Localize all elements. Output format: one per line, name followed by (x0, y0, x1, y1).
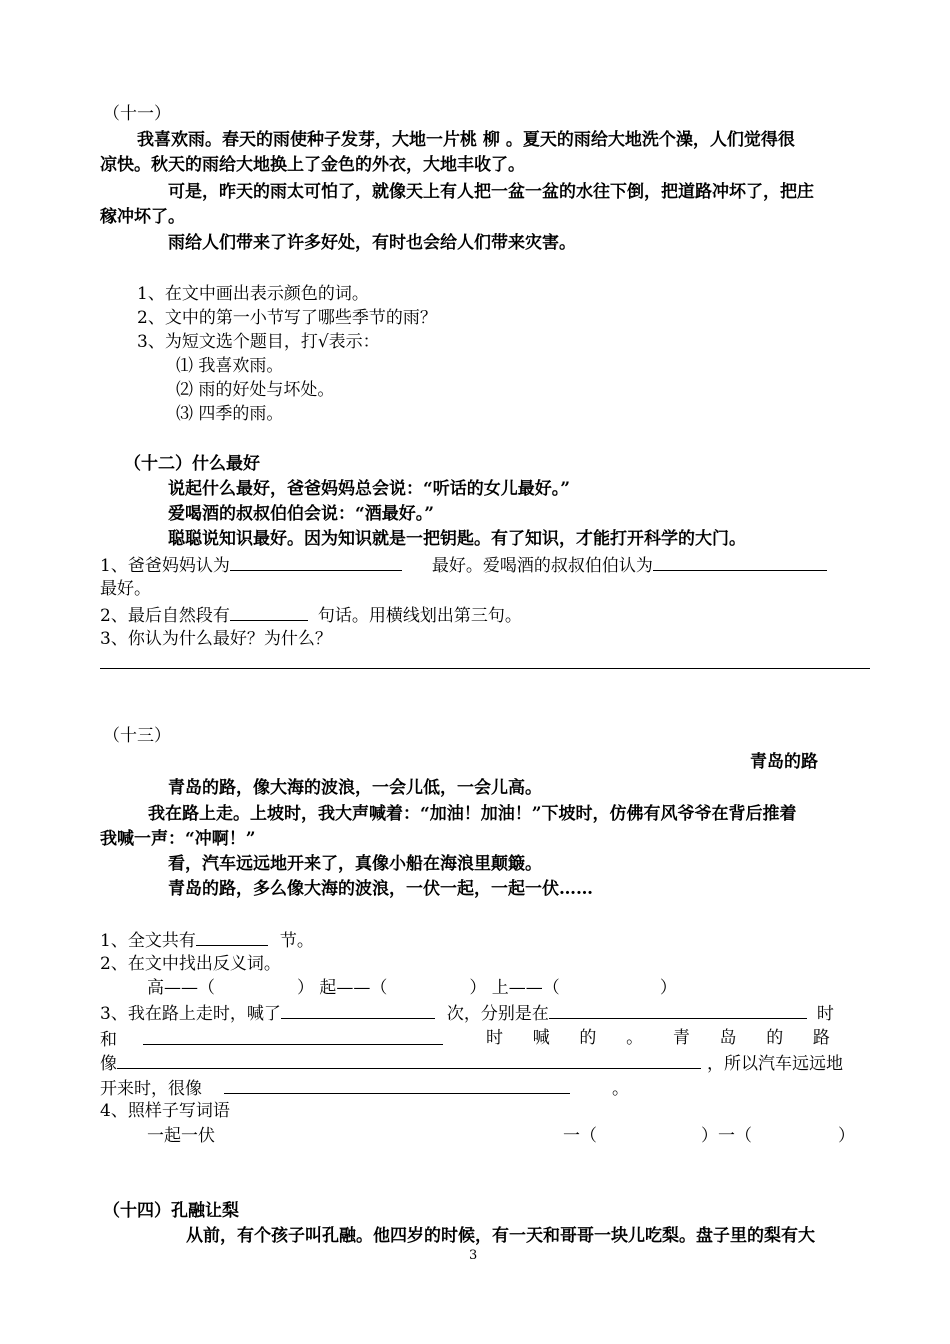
section-13-heading: （十三） (103, 726, 171, 746)
s11-paragraph-1a: 我喜欢雨。春天的雨使种子发芽，大地一片桃 柳 。夏天的雨给大地洗个澡，人们觉得很 (137, 130, 795, 150)
s13-q1-text-b: 节。 (279, 931, 314, 951)
fill-text-b: ）一（ (701, 1126, 752, 1146)
s13-q3-text-h: 开来时，很像 (100, 1079, 202, 1099)
s13-question-3-line-3 (100, 1050, 843, 1076)
s11-question-1: 1、在文中画出表示颜色的词。 (137, 284, 369, 304)
s13-q3-text-b: 次，分别是在 (446, 1004, 549, 1024)
s13-antonyms-line (147, 976, 677, 1000)
s14-paragraph-1: 从前，有个孩子叫孔融。他四岁的时候，有一天和哥哥一块儿吃梨。盘子里的梨有大 (186, 1226, 815, 1246)
char: 岛 (719, 1028, 737, 1048)
antonym-close: ） (659, 978, 677, 998)
s13-question-3-line-4 (100, 1075, 629, 1101)
antonym-high: 高——（ (147, 978, 215, 998)
s12-paragraph-1: 说起什么最好，爸爸妈妈总会说：“听话的女儿最好。” (168, 479, 571, 499)
s13-q3-blank-1[interactable] (281, 1000, 435, 1019)
s13-q3-blank-2[interactable] (549, 1000, 807, 1019)
s12-q1-text-a: 1、爸爸妈妈认为 (100, 556, 230, 576)
page-number: 3 (469, 1248, 478, 1263)
antonym-up: ） 上——（ (469, 978, 560, 998)
char: 时 (486, 1028, 503, 1048)
s13-q3-text-c: 时 (816, 1004, 834, 1024)
s13-example-word: 一起一伏 (147, 1126, 215, 1146)
s11-paragraph-1b: 凉快。秋天的雨给大地换上了金色的外衣，大地丰收了。 (100, 155, 525, 175)
s12-q1-text-b: 最好。爱喝酒的叔叔伯伯认为 (431, 556, 653, 576)
s13-question-3-line-2 (100, 1026, 830, 1052)
s11-option-1: ⑴ 我喜欢雨。 (176, 356, 284, 376)
s13-question-4: 4、照样子写词语 (100, 1101, 230, 1121)
s13-question-1-line (100, 927, 314, 953)
s13-q3-blank-4[interactable] (117, 1050, 701, 1069)
s13-paragraph-2a: 我在路上走。上坡时，我大声喊着：“加油！加油！”下坡时，仿佛有风爷爷在背后推着 (148, 804, 797, 824)
s13-q3-blank-5[interactable] (224, 1075, 570, 1094)
char: 路 (812, 1028, 830, 1048)
s11-paragraph-2a: 可是，昨天的雨太可怕了，就像天上有人把一盆一盆的水往下倒，把道路冲坏了，把庄 (168, 182, 814, 202)
answer-line[interactable] (100, 668, 870, 669)
char: 的 (766, 1028, 784, 1048)
fill-text-a: 一（ (563, 1126, 597, 1146)
char: 青 (672, 1028, 690, 1048)
s11-paragraph-3: 雨给人们带来了许多好处，有时也会给人们带来灾害。 (168, 233, 576, 253)
s13-q3-text-i: 。 (612, 1079, 629, 1099)
s13-question-2: 2、在文中找出反义词。 (100, 954, 281, 974)
s12-question-3: 3、你认为什么最好？为什么？ (100, 629, 332, 649)
s12-q2-text-a: 2、最后自然段有 (100, 606, 230, 626)
s11-option-2: ⑵ 雨的好处与坏处。 (176, 380, 335, 400)
char: 喊 (532, 1028, 550, 1048)
s13-fill-pattern (563, 1124, 855, 1148)
s13-q3-text-d: 和 (100, 1030, 117, 1050)
s13-q3-spaced-text (486, 1026, 830, 1050)
s12-q2-text-b: 句话。用横线划出第三句。 (317, 606, 522, 626)
s13-q3-text-f: 像 (100, 1054, 117, 1074)
s12-paragraph-2: 爱喝酒的叔叔伯伯会说：“酒最好。” (168, 504, 435, 524)
s11-question-2: 2、文中的第一小节写了哪些季节的雨？ (137, 308, 437, 328)
s12-q2-blank[interactable] (230, 602, 308, 621)
s13-q1-text-a: 1、全文共有 (100, 931, 196, 951)
s13-paragraph-3: 看，汽车远远地开来了，真像小船在海浪里颠簸。 (168, 854, 542, 874)
s13-story-title: 青岛的路 (750, 752, 818, 772)
antonym-rise: ） 起——（ (297, 978, 388, 998)
s12-question-1-cont: 最好。 (100, 579, 151, 599)
s12-question-1-line (100, 552, 827, 578)
s12-q1-blank-1[interactable] (230, 552, 402, 571)
s11-paragraph-2b: 稼冲坏了。 (100, 207, 185, 227)
s12-q1-blank-2[interactable] (653, 552, 827, 571)
s13-paragraph-2b: 我喊一声：“冲啊！” (100, 829, 256, 849)
s13-q3-text-g: ，所以汽车远远地 (707, 1054, 843, 1074)
section-12-heading: （十二）什么最好 (124, 454, 260, 474)
s12-question-2-line (100, 602, 522, 628)
section-11-heading: （十一） (103, 104, 171, 124)
s13-paragraph-4: 青岛的路，多么像大海的波浪，一伏一起，一起一伏…… (168, 879, 593, 899)
s13-q3-text-a: 3、我在路上走时，喊了 (100, 1004, 281, 1024)
s11-question-3: 3、为短文选个题目，打√表示： (137, 332, 380, 352)
s13-paragraph-1: 青岛的路，像大海的波浪，一会儿低，一会儿高。 (168, 778, 542, 798)
fill-text-c: ） (838, 1126, 855, 1146)
s13-q1-blank[interactable] (196, 927, 268, 946)
char: 。 (626, 1028, 644, 1048)
s12-paragraph-3: 聪聪说知识最好。因为知识就是一把钥匙。有了知识，才能打开科学的大门。 (168, 529, 746, 549)
s13-q3-blank-3[interactable] (143, 1026, 443, 1045)
char: 的 (579, 1028, 597, 1048)
section-14-heading: （十四）孔融让梨 (103, 1201, 239, 1221)
s11-option-3: ⑶ 四季的雨。 (176, 404, 284, 424)
s13-question-3-line-1 (100, 1000, 834, 1026)
